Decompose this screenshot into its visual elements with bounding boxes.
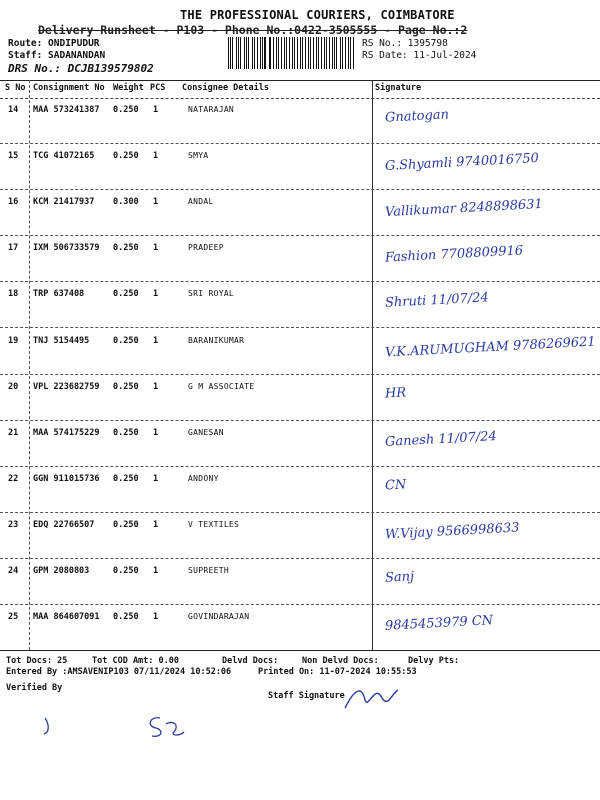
row-pcs: 1 bbox=[153, 612, 159, 623]
col-sno: S No bbox=[5, 83, 26, 93]
row-signature: Ganesh 11/07/24 bbox=[384, 428, 498, 450]
row-sno: 24 bbox=[8, 566, 19, 576]
tot-docs: Tot Docs: 25 bbox=[6, 656, 68, 666]
barcode-bar bbox=[278, 37, 279, 69]
row-signature: Sanj bbox=[384, 569, 415, 586]
drs-number: DRS No.: DCJB139579802 bbox=[8, 62, 154, 75]
row-pcs: 1 bbox=[153, 381, 159, 392]
document-title: THE PROFESSIONAL COURIERS, COIMBATORE bbox=[180, 8, 455, 22]
row-consignee: GANESAN bbox=[188, 427, 224, 437]
row-weight: 0.250 bbox=[113, 335, 139, 346]
row-sno: 20 bbox=[8, 381, 19, 392]
row-consignment-no: GPM 2080803 bbox=[33, 566, 90, 576]
row-consignee: ANDAL bbox=[188, 197, 214, 207]
printed-on: Printed On: 11-07-2024 10:55:53 bbox=[258, 667, 417, 677]
barcode-bar bbox=[302, 37, 303, 69]
barcode-bar bbox=[252, 37, 253, 69]
row-consignment-no: KCM 21417937 bbox=[33, 197, 95, 208]
entered-by: Entered By :AMSAVENIP103 07/11/2024 10:52:06 bbox=[6, 667, 232, 677]
row-signature: HR bbox=[384, 385, 407, 402]
row-consignment-no: VPL 223682759 bbox=[33, 381, 100, 392]
row-consignee: G M ASSOCIATE bbox=[188, 381, 255, 391]
document-subtitle bbox=[38, 23, 467, 37]
row-consignee: NATARAJAN bbox=[188, 105, 235, 114]
row-pcs: 1 bbox=[153, 197, 159, 208]
table-row bbox=[0, 466, 600, 513]
row-sno: 14 bbox=[8, 105, 19, 115]
table-row bbox=[0, 604, 600, 651]
col-pcs: PCS bbox=[150, 83, 166, 93]
row-sno: 21 bbox=[8, 427, 19, 438]
barcode-bar bbox=[270, 37, 271, 69]
row-consignee: V TEXTILES bbox=[188, 519, 240, 529]
delvy-pts: Delvy Pts: bbox=[408, 656, 460, 666]
row-pcs: 1 bbox=[153, 566, 159, 576]
table-row bbox=[0, 420, 600, 467]
barcode-bar bbox=[240, 37, 241, 69]
barcode-bar bbox=[286, 37, 287, 69]
row-consignee: PRADEEP bbox=[188, 243, 224, 253]
row-pcs: 1 bbox=[153, 243, 159, 254]
staff-label: Staff: SADANANDAN bbox=[8, 50, 106, 61]
col-consignment: Consignment No bbox=[33, 83, 105, 93]
row-pcs: 1 bbox=[153, 105, 159, 115]
row-sno: 17 bbox=[8, 243, 19, 254]
row-consignee: ANDONY bbox=[188, 473, 219, 483]
row-sno: 16 bbox=[8, 197, 19, 208]
footer-rule bbox=[0, 650, 600, 651]
route-label: Route: ONDIPUDUR bbox=[8, 38, 100, 49]
row-consignment-no: IXM 506733579 bbox=[33, 243, 100, 254]
barcode-bar bbox=[308, 37, 309, 69]
row-weight: 0.250 bbox=[113, 473, 139, 484]
barcode-bar bbox=[310, 37, 311, 69]
table-row bbox=[0, 235, 600, 282]
row-weight: 0.300 bbox=[113, 197, 139, 208]
row-pcs: 1 bbox=[153, 335, 159, 346]
verifier-initials-scribble bbox=[40, 710, 190, 740]
row-weight: 0.250 bbox=[113, 612, 139, 623]
row-weight: 0.250 bbox=[113, 381, 139, 392]
row-sno: 22 bbox=[8, 473, 19, 484]
row-signature: Vallikumar 8248898631 bbox=[384, 197, 544, 221]
row-signature: Gnatogan bbox=[384, 107, 450, 126]
row-consignment-no: TNJ 5154495 bbox=[33, 335, 90, 346]
row-sno: 18 bbox=[8, 289, 19, 300]
row-weight: 0.250 bbox=[113, 519, 139, 530]
row-sno: 23 bbox=[8, 519, 19, 530]
row-signature: CN bbox=[384, 477, 407, 494]
tot-cod: Tot COD Amt: 0.00 bbox=[92, 656, 179, 666]
col-consignee: Consignee Details bbox=[182, 83, 269, 93]
barcode-bar bbox=[228, 37, 229, 69]
row-pcs: 1 bbox=[153, 289, 159, 300]
row-consignment-no: TCG 41072165 bbox=[33, 151, 95, 162]
row-weight: 0.250 bbox=[113, 289, 139, 300]
row-pcs: 1 bbox=[153, 519, 159, 530]
barcode bbox=[228, 37, 356, 69]
row-signature: Fashion 7708809916 bbox=[384, 243, 524, 266]
row-consignment-no: MAA 574175229 bbox=[33, 427, 100, 438]
row-consignee: SMYA bbox=[188, 151, 209, 161]
row-consignment-no: GGN 911015736 bbox=[33, 473, 100, 484]
barcode-bar bbox=[284, 37, 285, 69]
row-consignment-no: MAA 864607091 bbox=[33, 612, 100, 623]
row-consignment-no: MAA 573241387 bbox=[33, 105, 100, 115]
runsheet-phone-line: Delivery Runsheet - P103 - Phone No.:0422-3505555 - Page No.:2 bbox=[38, 23, 468, 37]
row-signature: 9845453979 CN bbox=[384, 613, 494, 634]
row-weight: 0.250 bbox=[113, 105, 139, 115]
table-row bbox=[0, 97, 600, 144]
barcode-bar bbox=[324, 37, 325, 69]
barcode-bar bbox=[294, 37, 295, 69]
rs-number: RS No.: 1395798 bbox=[362, 38, 448, 49]
row-weight: 0.250 bbox=[113, 151, 139, 162]
staff-signature-scribble bbox=[340, 678, 400, 718]
table-row bbox=[0, 143, 600, 190]
table-row bbox=[0, 512, 600, 559]
row-pcs: 1 bbox=[153, 151, 159, 162]
table-row bbox=[0, 189, 600, 236]
barcode-bar bbox=[336, 37, 337, 69]
row-signature: V.K.ARUMUGHAM 9786269621 bbox=[384, 333, 597, 361]
row-consignee: SRI ROYAL bbox=[188, 289, 235, 299]
row-pcs: 1 bbox=[153, 427, 159, 438]
barcode-bar bbox=[332, 37, 333, 69]
row-consignee: BARANIKUMAR bbox=[188, 335, 245, 345]
row-weight: 0.250 bbox=[113, 427, 139, 438]
row-consignee: GOVINDARAJAN bbox=[188, 612, 250, 622]
table-row bbox=[0, 281, 600, 328]
col-signature: Signature bbox=[375, 83, 422, 93]
barcode-bar bbox=[264, 37, 265, 69]
row-consignee: SUPREETH bbox=[188, 566, 229, 575]
delvd-docs: Delvd Docs: bbox=[222, 656, 279, 666]
row-consignment-no: EDQ 22766507 bbox=[33, 519, 95, 530]
row-pcs: 1 bbox=[153, 473, 159, 484]
col-weight: Weight bbox=[113, 83, 144, 93]
staff-signature-label: Staff Signature bbox=[268, 691, 345, 701]
row-sno: 19 bbox=[8, 335, 19, 346]
table-row bbox=[0, 328, 600, 375]
barcode-bar bbox=[342, 37, 343, 69]
table-row bbox=[0, 374, 600, 421]
non-delvd-docs: Non Delvd Docs: bbox=[302, 656, 379, 666]
row-signature: G.Shyamli 9740016750 bbox=[384, 151, 540, 175]
barcode-bar bbox=[236, 37, 237, 69]
row-sno: 15 bbox=[8, 151, 19, 162]
barcode-bar bbox=[260, 37, 261, 69]
table-row bbox=[0, 558, 600, 605]
rs-date: RS Date: 11-Jul-2024 bbox=[362, 50, 477, 61]
row-sno: 25 bbox=[8, 612, 19, 623]
barcode-bar bbox=[318, 37, 319, 69]
barcode-bar bbox=[248, 37, 249, 69]
row-signature: Shruti 11/07/24 bbox=[384, 290, 490, 312]
barcode-bar bbox=[350, 37, 351, 69]
verified-by: Verified By bbox=[6, 683, 63, 693]
row-signature: W.Vijay 9566998633 bbox=[384, 520, 520, 543]
row-consignment-no: TRP 637408 bbox=[33, 289, 85, 300]
row-weight: 0.250 bbox=[113, 566, 139, 576]
row-weight: 0.250 bbox=[113, 243, 139, 254]
